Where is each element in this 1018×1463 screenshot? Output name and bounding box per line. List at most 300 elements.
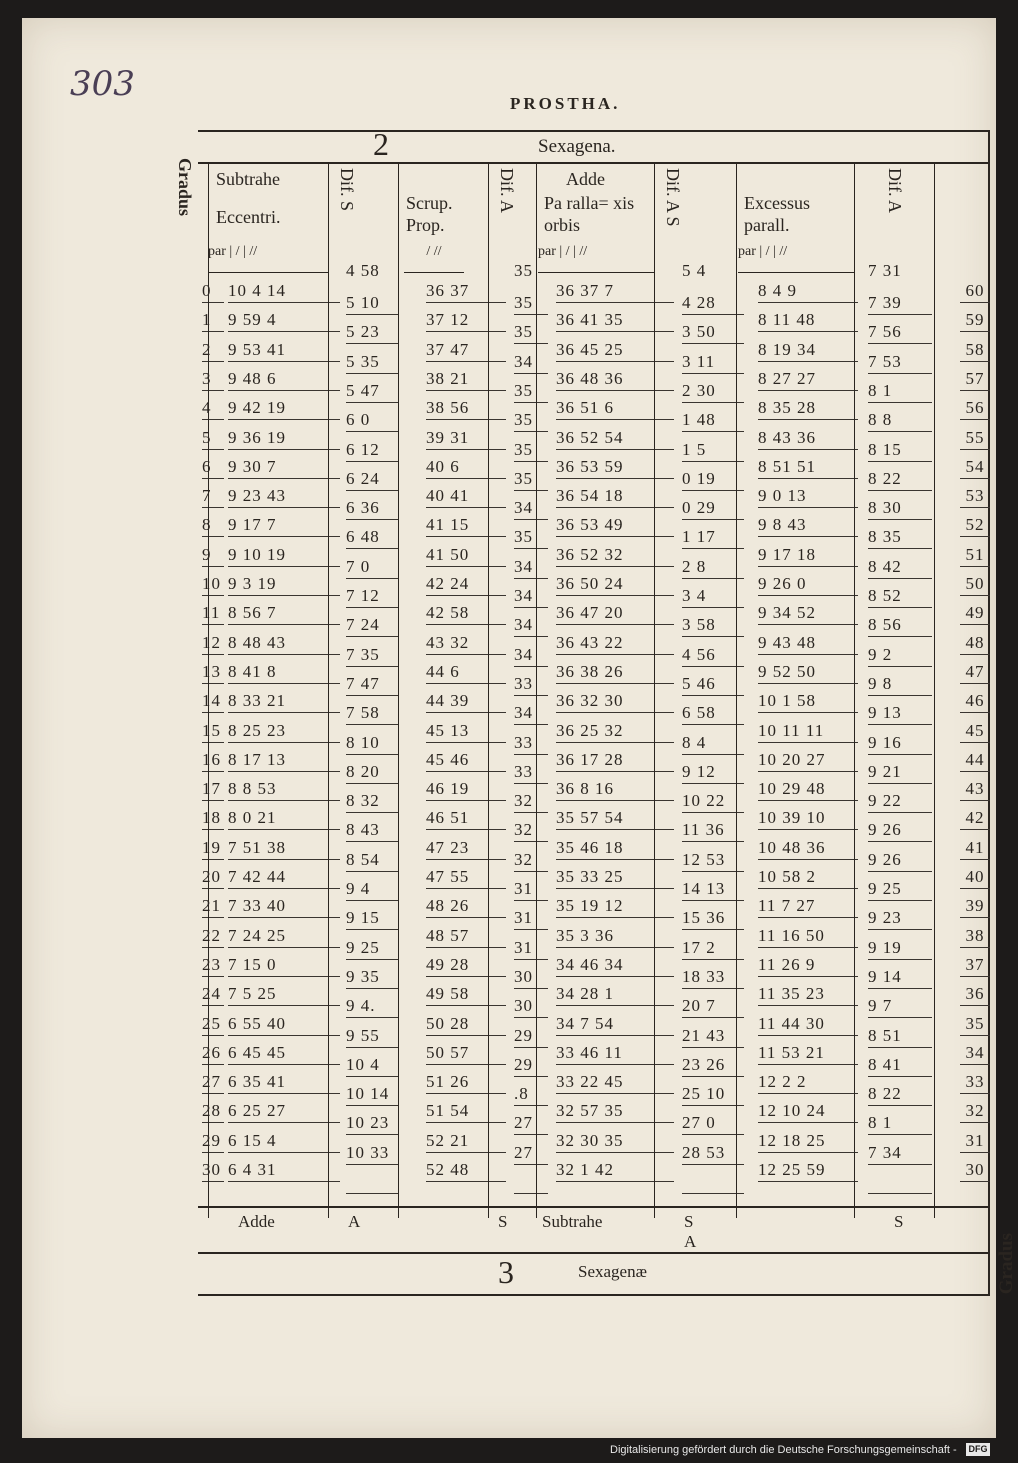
table-row: [198, 952, 988, 986]
value-cell: 12 2 2: [758, 1071, 858, 1094]
table-row: [198, 1069, 988, 1104]
value-cell: 12 25 59: [758, 1159, 858, 1182]
table-row: [198, 659, 988, 693]
value-cell: 9 25: [346, 937, 398, 960]
value-cell: 10 33: [346, 1142, 398, 1165]
value-cell: 35: [514, 526, 548, 549]
complement-degree-cell: 31: [960, 1130, 990, 1153]
value-cell: 9 25: [868, 878, 932, 901]
value-cell: 9 48 6: [228, 368, 340, 391]
degree-cell: 12: [202, 632, 224, 655]
value-cell: 9 14: [868, 966, 932, 989]
value-cell: 6 45 45: [228, 1042, 340, 1065]
value-cell: 9 36 19: [228, 427, 340, 450]
value-cell: 7 0: [346, 556, 398, 579]
header-subtrahe: Subtrahe: [216, 169, 280, 189]
table-row: [198, 1098, 988, 1133]
value-cell: 9 15: [346, 907, 398, 930]
value-cell: 38 21: [426, 368, 506, 391]
value-cell: 5 46: [682, 673, 744, 696]
value-cell: 27 0: [682, 1112, 744, 1135]
degree-cell: 16: [202, 749, 224, 772]
header-adde-parallaxis: [536, 162, 655, 254]
table-row: [198, 600, 988, 635]
value-cell: 8 52: [868, 585, 932, 608]
table-row: [198, 776, 988, 811]
value-cell: 12 18 25: [758, 1130, 858, 1153]
header-excessus-text: Excessus parall.: [744, 193, 810, 235]
value-cell: 29: [514, 1054, 548, 1077]
value-cell: 37 47: [426, 339, 506, 362]
value-cell: 8 25 23: [228, 720, 340, 743]
value-cell: 7 39: [868, 292, 932, 315]
table-row: [198, 571, 988, 605]
value-cell: 45 13: [426, 720, 506, 743]
value-cell: 6 15 4: [228, 1130, 340, 1153]
value-cell: 7 53: [868, 351, 932, 374]
degree-cell: 11: [202, 602, 224, 625]
footer-sa: S A: [684, 1212, 697, 1251]
value-cell: 9 26: [868, 819, 932, 842]
value-cell: 44 39: [426, 690, 506, 713]
value-cell: 36 54 18: [556, 485, 674, 508]
value-cell: 9 8 43: [758, 514, 858, 537]
value-cell: 9 17 7: [228, 514, 340, 537]
degree-cell: 2: [202, 339, 224, 362]
value-cell: 33: [514, 732, 548, 755]
value-cell: 12 10 24: [758, 1100, 858, 1123]
value-cell: 7 47: [346, 673, 398, 696]
value-cell: 51 26: [426, 1071, 506, 1094]
complement-degree-cell: 43: [960, 778, 990, 801]
column-rule: [854, 162, 855, 1218]
footer-subtrahe: Subtrahe: [542, 1212, 603, 1231]
value-cell: 7 24 25: [228, 925, 340, 948]
value-cell: 37 12: [426, 309, 506, 332]
column-rule: [398, 162, 399, 1218]
value-cell: 8 30: [868, 497, 932, 520]
footer-s: S: [498, 1212, 508, 1231]
value-cell: 49 28: [426, 954, 506, 977]
table-row: [198, 542, 988, 576]
table-row: [198, 893, 988, 928]
value-cell: 7 58: [346, 702, 398, 725]
value-cell: 34: [514, 497, 548, 520]
value-cell: 10 20 27: [758, 749, 858, 772]
header-subtrahe-eccentri: [208, 162, 329, 254]
value-cell: 7 24: [346, 614, 398, 637]
value-cell: 18 33: [682, 966, 744, 989]
value-cell: 10 58 2: [758, 866, 858, 889]
value-cell: 6 25 27: [228, 1100, 340, 1123]
value-cell: 34: [514, 614, 548, 637]
value-cell: 5 10: [346, 292, 398, 315]
value-cell: 38 56: [426, 397, 506, 420]
value-cell: 46 51: [426, 807, 506, 830]
value-cell: 35: [514, 292, 548, 315]
value-cell: 32: [514, 819, 548, 842]
value-cell: 36 41 35: [556, 309, 674, 332]
value-cell: 10 4 14: [228, 280, 340, 303]
complement-degree-cell: 54: [960, 456, 990, 479]
degree-cell: 5: [202, 427, 224, 450]
value-cell: 32: [514, 849, 548, 872]
value-cell: 51 54: [426, 1100, 506, 1123]
value-cell: 9 35: [346, 966, 398, 989]
column-rule: [488, 162, 489, 1218]
value-cell: 36 45 25: [556, 339, 674, 362]
value-cell: 7 35: [346, 644, 398, 667]
table-row: [198, 425, 988, 459]
value-cell: 31: [514, 937, 548, 960]
value-cell: 35 57 54: [556, 807, 674, 830]
value-cell: 3 58: [682, 614, 744, 637]
value-cell: 34 28 1: [556, 983, 674, 1006]
value-cell: 12 53: [682, 849, 744, 872]
header-dif-as-text: Dif. A S: [663, 168, 683, 227]
table-row: [198, 805, 988, 840]
value-cell: 41 50: [426, 544, 506, 567]
value-cell: 11 35 23: [758, 983, 858, 1006]
lead-c8: 7 31: [868, 261, 902, 280]
value-cell: 20 7: [682, 995, 744, 1018]
value-cell: 6 24: [346, 468, 398, 491]
value-cell: 36 47 20: [556, 602, 674, 625]
value-cell: 7 42 44: [228, 866, 340, 889]
value-cell: 34 46 34: [556, 954, 674, 977]
value-cell: 0 29: [682, 497, 744, 520]
table-row: [198, 483, 988, 518]
value-cell: 9 8: [868, 673, 932, 696]
header-dif-a-2-text: Dif. A: [885, 168, 905, 213]
complement-degree-cell: 60: [960, 280, 990, 303]
gradus-left-label: Gradus: [175, 158, 195, 217]
dfg-logo: DFG: [966, 1443, 990, 1456]
value-cell: 8 22: [868, 1083, 932, 1106]
table-row: [198, 923, 988, 957]
value-cell: 7 12: [346, 585, 398, 608]
table-row: [198, 337, 988, 371]
value-cell: 36 43 22: [556, 632, 674, 655]
table-row: [198, 454, 988, 488]
complement-degree-cell: 35: [960, 1013, 990, 1036]
value-cell: 39 31: [426, 427, 506, 450]
sexagena-top-label: Sexagena.: [538, 136, 616, 157]
value-cell: 8 51: [868, 1025, 932, 1048]
column-rule: [736, 162, 737, 1218]
complement-degree-cell: 34: [960, 1042, 990, 1065]
value-cell: 8 56: [868, 614, 932, 637]
complement-degree-cell: 42: [960, 807, 990, 830]
value-cell: 9 2: [868, 644, 932, 667]
complement-degree-cell: 30: [960, 1159, 990, 1182]
value-cell: 11 26 9: [758, 954, 858, 977]
value-cell: 11 44 30: [758, 1013, 858, 1036]
value-cell: 35 46 18: [556, 837, 674, 860]
value-cell: 35 19 12: [556, 895, 674, 918]
value-cell: 8 20: [346, 761, 398, 784]
value-cell: 9 3 19: [228, 573, 340, 596]
value-cell: 36 38 26: [556, 661, 674, 684]
value-cell: 9 4: [346, 878, 398, 901]
value-cell: 9 55: [346, 1025, 398, 1048]
degree-cell: 19: [202, 837, 224, 860]
value-cell: 33: [514, 761, 548, 784]
value-cell: 36 8 16: [556, 778, 674, 801]
value-cell: 9 23: [868, 907, 932, 930]
complement-degree-cell: 40: [960, 866, 990, 889]
value-cell: 10 23: [346, 1112, 398, 1135]
complement-degree-cell: 55: [960, 427, 990, 450]
value-cell: 42 24: [426, 573, 506, 596]
value-cell: 40 6: [426, 456, 506, 479]
value-cell: 8 15: [868, 439, 932, 462]
complement-degree-cell: 47: [960, 661, 990, 684]
table-row: [198, 864, 988, 898]
value-cell: 8 41: [868, 1054, 932, 1077]
value-cell: [514, 1171, 548, 1194]
value-cell: 32 30 35: [556, 1130, 674, 1153]
complement-degree-cell: 46: [960, 690, 990, 713]
value-cell: 8 41 8: [228, 661, 340, 684]
value-cell: 3 11: [682, 351, 744, 374]
value-cell: 8 4: [682, 732, 744, 755]
value-cell: 52 48: [426, 1159, 506, 1182]
value-cell: 2 8: [682, 556, 744, 579]
header-adde: Adde: [566, 169, 605, 189]
table-row: [198, 512, 988, 547]
value-cell: 31: [514, 907, 548, 930]
value-cell: 6 0: [346, 409, 398, 432]
value-cell: 33 22 45: [556, 1071, 674, 1094]
value-cell: 6 55 40: [228, 1013, 340, 1036]
complement-degree-cell: 51: [960, 544, 990, 567]
complement-degree-cell: 57: [960, 368, 990, 391]
value-cell: 14 13: [682, 878, 744, 901]
value-cell: 3 50: [682, 321, 744, 344]
value-cell: 36 51 6: [556, 397, 674, 420]
value-cell: 34: [514, 644, 548, 667]
complement-degree-cell: 37: [960, 954, 990, 977]
value-cell: 46 19: [426, 778, 506, 801]
header-dif-a-text: Dif. A: [497, 168, 517, 213]
value-cell: 35: [514, 468, 548, 491]
units-col7: par | / | //: [738, 244, 854, 273]
value-cell: 4 56: [682, 644, 744, 667]
value-cell: 10 29 48: [758, 778, 858, 801]
table-row: [198, 1128, 988, 1162]
running-head: PROSTHA.: [510, 94, 621, 113]
value-cell: 8 10: [346, 732, 398, 755]
value-cell: 10 48 36: [758, 837, 858, 860]
value-cell: 4 28: [682, 292, 744, 315]
units-col5: par | / | //: [538, 244, 654, 273]
value-cell: 9 10 19: [228, 544, 340, 567]
value-cell: 8 43: [346, 819, 398, 842]
value-cell: 31: [514, 878, 548, 901]
value-cell: 5 23: [346, 321, 398, 344]
value-cell: 8 48 43: [228, 632, 340, 655]
degree-cell: 20: [202, 866, 224, 889]
value-cell: 28 53: [682, 1142, 744, 1165]
degree-cell: 7: [202, 485, 224, 508]
table-row: [198, 307, 988, 342]
value-cell: 30: [514, 995, 548, 1018]
complement-degree-cell: 56: [960, 397, 990, 420]
degree-cell: 25: [202, 1013, 224, 1036]
value-cell: 34: [514, 556, 548, 579]
table-row: [198, 747, 988, 781]
value-cell: 36 52 54: [556, 427, 674, 450]
value-cell: 30: [514, 966, 548, 989]
value-cell: 50 57: [426, 1042, 506, 1065]
value-cell: 32 1 42: [556, 1159, 674, 1182]
degree-cell: 27: [202, 1071, 224, 1094]
value-cell: 36 48 36: [556, 368, 674, 391]
value-cell: 9 4.: [346, 995, 398, 1018]
value-cell: 35: [514, 439, 548, 462]
degree-cell: 23: [202, 954, 224, 977]
value-cell: 15 36: [682, 907, 744, 930]
value-cell: 8 1: [868, 1112, 932, 1135]
value-cell: 9 13: [868, 702, 932, 725]
value-cell: 8 43 36: [758, 427, 858, 450]
units-col3: / //: [404, 244, 464, 273]
value-cell: 9 21: [868, 761, 932, 784]
degree-cell: 17: [202, 778, 224, 801]
complement-degree-cell: 49: [960, 602, 990, 625]
section-number-bottom: 3: [498, 1254, 514, 1290]
value-cell: 10 1 58: [758, 690, 858, 713]
value-cell: 1 17: [682, 526, 744, 549]
lead-c2: 4 58: [346, 261, 380, 280]
value-cell: 1 48: [682, 409, 744, 432]
value-cell: 8 11 48: [758, 309, 858, 332]
value-cell: 45 46: [426, 749, 506, 772]
value-cell: 36 37: [426, 280, 506, 303]
sexagenae-bottom-label: Sexagenæ: [578, 1262, 647, 1281]
value-cell: 50 28: [426, 1013, 506, 1036]
header-dif-s-text: Dif. S: [337, 168, 357, 212]
value-cell: 49 58: [426, 983, 506, 1006]
column-rule: [208, 162, 209, 1218]
value-cell: 34: [514, 702, 548, 725]
value-cell: 34 7 54: [556, 1013, 674, 1036]
complement-degree-cell: 33: [960, 1071, 990, 1094]
value-cell: 8 42: [868, 556, 932, 579]
value-cell: 32: [514, 790, 548, 813]
value-cell: 44 6: [426, 661, 506, 684]
complement-degree-cell: 44: [960, 749, 990, 772]
gradus-right-label: Gradus: [996, 1232, 1017, 1294]
value-cell: 11 36: [682, 819, 744, 842]
value-cell: 33 46 11: [556, 1042, 674, 1065]
complement-degree-cell: 48: [960, 632, 990, 655]
complement-degree-cell: 52: [960, 514, 990, 537]
footer-a: A: [348, 1212, 361, 1231]
degree-cell: 24: [202, 983, 224, 1006]
value-cell: 7 15 0: [228, 954, 340, 977]
value-cell: 8 1: [868, 380, 932, 403]
value-cell: 35 3 36: [556, 925, 674, 948]
value-cell: 10 39 10: [758, 807, 858, 830]
value-cell: 0 19: [682, 468, 744, 491]
degree-cell: 0: [202, 280, 224, 303]
lead-c4: 35: [514, 261, 533, 280]
value-cell: 8 33 21: [228, 690, 340, 713]
value-cell: 8 4 9: [758, 280, 858, 303]
value-cell: 21 43: [682, 1025, 744, 1048]
value-cell: .8: [514, 1083, 548, 1106]
value-cell: 47 55: [426, 866, 506, 889]
complement-degree-cell: 39: [960, 895, 990, 918]
value-cell: 3 4: [682, 585, 744, 608]
table-row: [198, 630, 988, 664]
value-cell: 10 14: [346, 1083, 398, 1106]
footer-adde: Adde: [238, 1212, 275, 1231]
value-cell: 25 10: [682, 1083, 744, 1106]
digitization-credit: Digitalisierung gefördert durch die Deutsche Forschungsgemeinschaft -: [610, 1444, 957, 1456]
header-dif-s: [328, 162, 399, 254]
degree-cell: 4: [202, 397, 224, 420]
value-cell: 8 17 13: [228, 749, 340, 772]
value-cell: 9 22: [868, 790, 932, 813]
value-cell: 48 57: [426, 925, 506, 948]
degree-cell: 10: [202, 573, 224, 596]
prosthaphaeresis-table: [175, 126, 1017, 1296]
degree-cell: 9: [202, 544, 224, 567]
header-parallaxis: Pa ralla= xis orbis: [544, 193, 635, 235]
value-cell: 9 7: [868, 995, 932, 1018]
value-cell: 36 37 7: [556, 280, 674, 303]
value-cell: 6 58: [682, 702, 744, 725]
value-cell: 5 35: [346, 351, 398, 374]
column-rule: [934, 162, 935, 1218]
value-cell: 52 21: [426, 1130, 506, 1153]
degree-cell: 8: [202, 514, 224, 537]
value-cell: 6 12: [346, 439, 398, 462]
value-cell: 43 32: [426, 632, 506, 655]
value-cell: 9 26 0: [758, 573, 858, 596]
value-cell: 27: [514, 1112, 548, 1135]
header-excessus: [736, 162, 855, 254]
complement-degree-cell: 32: [960, 1100, 990, 1123]
value-cell: 9 0 13: [758, 485, 858, 508]
table-row: [198, 1157, 988, 1184]
value-cell: 8 54: [346, 849, 398, 872]
header-dif-as: [654, 162, 737, 254]
value-cell: 36 53 59: [556, 456, 674, 479]
value-cell: 35: [514, 321, 548, 344]
table-row: [198, 688, 988, 723]
value-cell: 9 42 19: [228, 397, 340, 420]
value-cell: 36 53 49: [556, 514, 674, 537]
value-cell: 47 23: [426, 837, 506, 860]
column-rule: [654, 162, 655, 1218]
complement-degree-cell: 50: [960, 573, 990, 596]
header-dif-a-2: [854, 162, 935, 254]
value-cell: 2 30: [682, 380, 744, 403]
degree-cell: 13: [202, 661, 224, 684]
value-cell: 9 12: [682, 761, 744, 784]
value-cell: 35: [514, 380, 548, 403]
value-cell: 1 5: [682, 439, 744, 462]
value-cell: 9 23 43: [228, 485, 340, 508]
table-bottom-bar: [198, 1252, 988, 1294]
value-cell: 6 4 31: [228, 1159, 340, 1182]
value-cell: 34: [514, 585, 548, 608]
section-number-top: 2: [373, 126, 389, 162]
